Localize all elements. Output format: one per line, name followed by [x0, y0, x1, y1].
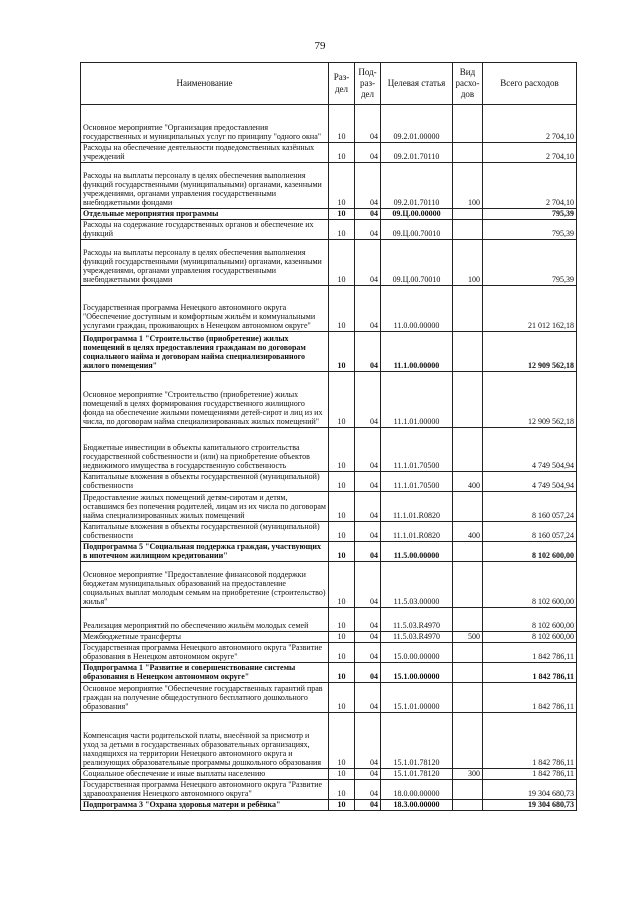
row-target-cell: 11.0.00.00000 [381, 286, 453, 332]
row-section-cell: 10 [329, 608, 355, 632]
row-section-cell: 10 [329, 713, 355, 769]
row-subsection-cell: 04 [355, 780, 381, 800]
row-total-cell: 8 102 600,00 [483, 542, 577, 562]
row-total-cell: 1 842 786,11 [483, 643, 577, 663]
table-row [81, 608, 577, 632]
row-total-cell: 12 909 562,18 [483, 372, 577, 428]
row-subsection-cell: 04 [355, 632, 381, 643]
row-target-cell: 18.3.00.00000 [381, 800, 453, 811]
table-row [81, 780, 577, 800]
row-target-cell: 11.5.03.R4970 [381, 632, 453, 643]
row-target-cell: 09.2.01.70110 [381, 143, 453, 163]
row-target-cell: 11.5.03.00000 [381, 562, 453, 608]
row-subsection-cell: 04 [355, 643, 381, 663]
row-kind-cell [453, 209, 483, 220]
row-kind-cell [453, 542, 483, 562]
row-kind-cell [453, 608, 483, 632]
row-target-cell: 11.5.03.R4970 [381, 608, 453, 632]
row-total-cell: 4 749 504,94 [483, 472, 577, 492]
row-kind-cell: 300 [453, 769, 483, 780]
row-target-cell: 09.Ц.00.70010 [381, 220, 453, 240]
row-name-cell: Основное мероприятие "Строительство (приобретение) жилых помещений в целях формирования государственного жилищного фонда на обеспечение жилыми помещениями детей-сирот и лиц из их числа, по договорам найма специализированных жилых помещений" [81, 372, 329, 428]
row-total-cell: 2 704,10 [483, 163, 577, 209]
row-kind-cell [453, 683, 483, 713]
row-target-cell: 09.Ц.00.00000 [381, 209, 453, 220]
table-row [81, 240, 577, 286]
row-total-cell: 2 704,10 [483, 105, 577, 143]
row-total-cell: 1 842 786,11 [483, 663, 577, 683]
row-name-cell: Реализация мероприятий по обеспечению жильём молодых семей [81, 608, 329, 632]
table-row [81, 713, 577, 769]
row-total-cell: 19 304 680,73 [483, 800, 577, 811]
header-section: Раз-дел [329, 63, 355, 105]
row-name-cell: Государственная программа Ненецкого автономного округа "Развитие образования в Ненецком автономном округе" [81, 643, 329, 663]
row-kind-cell [453, 428, 483, 472]
page-number: 79 [314, 40, 326, 52]
row-name-cell: Расходы на выплаты персоналу в целях обеспечения выполнения функций государственными (муниципальными) органами, казенными учреждениями, органами управления государственными внебюджетными фондами [81, 240, 329, 286]
row-name-cell: Государственная программа Ненецкого автономного округа "Развитие здравоохранения Ненецкого автономного округа" [81, 780, 329, 800]
row-subsection-cell: 04 [355, 800, 381, 811]
table-row [81, 286, 577, 332]
row-target-cell: 15.0.00.00000 [381, 643, 453, 663]
table-row [81, 663, 577, 683]
row-section-cell: 10 [329, 143, 355, 163]
row-target-cell: 09.2.01.00000 [381, 105, 453, 143]
row-target-cell: 11.1.00.00000 [381, 332, 453, 372]
row-section-cell: 10 [329, 780, 355, 800]
row-subsection-cell: 04 [355, 663, 381, 683]
row-section-cell: 10 [329, 372, 355, 428]
row-total-cell: 1 842 786,11 [483, 713, 577, 769]
row-total-cell: 8 160 057,24 [483, 492, 577, 522]
table-row [81, 632, 577, 643]
row-section-cell: 10 [329, 522, 355, 542]
row-section-cell: 10 [329, 163, 355, 209]
row-total-cell: 8 102 600,00 [483, 608, 577, 632]
row-subsection-cell: 04 [355, 492, 381, 522]
table-row [81, 472, 577, 492]
row-name-cell: Расходы на обеспечение деятельности подведомственных казённых учреждений [81, 143, 329, 163]
row-total-cell: 1 842 786,11 [483, 683, 577, 713]
row-section-cell: 10 [329, 240, 355, 286]
table-row [81, 372, 577, 428]
row-target-cell: 11.1.01.00000 [381, 372, 453, 428]
row-total-cell: 4 749 504,94 [483, 428, 577, 472]
row-total-cell: 19 304 680,73 [483, 780, 577, 800]
row-subsection-cell: 04 [355, 143, 381, 163]
row-name-cell: Подпрограмма 3 "Охрана здоровья матери и ребёнка" [81, 800, 329, 811]
row-kind-cell: 400 [453, 472, 483, 492]
row-target-cell: 15.1.01.78120 [381, 713, 453, 769]
row-subsection-cell: 04 [355, 209, 381, 220]
row-target-cell: 09.2.01.70110 [381, 163, 453, 209]
row-section-cell: 10 [329, 105, 355, 143]
table-row [81, 800, 577, 811]
row-kind-cell: 500 [453, 632, 483, 643]
row-section-cell: 10 [329, 643, 355, 663]
row-name-cell: Капитальные вложения в объекты государственной (муниципальной) собственности [81, 522, 329, 542]
row-name-cell: Подпрограмма 1 "Строительство (приобретение) жилых помещений в целях предоставления гражданам по договорам социального найма и договорам найма специализированного жилого помещения" [81, 332, 329, 372]
row-subsection-cell: 04 [355, 372, 381, 428]
table-row [81, 492, 577, 522]
table-row [81, 769, 577, 780]
row-total-cell: 12 909 562,18 [483, 332, 577, 372]
row-target-cell: 11.1.01.R0820 [381, 522, 453, 542]
row-subsection-cell: 04 [355, 522, 381, 542]
row-total-cell: 1 842 786,11 [483, 769, 577, 780]
row-name-cell: Расходы на содержание государственных органов и обеспечение их функций [81, 220, 329, 240]
row-target-cell: 18.0.00.00000 [381, 780, 453, 800]
row-name-cell: Подпрограмма 1 "Развитие и совершенствование системы образования в Ненецком автономном округе" [81, 663, 329, 683]
row-kind-cell [453, 643, 483, 663]
row-subsection-cell: 04 [355, 220, 381, 240]
row-name-cell: Капитальные вложения в объекты государственной (муниципальной) собственности [81, 472, 329, 492]
row-section-cell: 10 [329, 209, 355, 220]
row-kind-cell: 100 [453, 163, 483, 209]
table-row [81, 220, 577, 240]
header-kind: Вид расхо-дов [453, 63, 483, 105]
row-subsection-cell: 04 [355, 428, 381, 472]
row-kind-cell [453, 105, 483, 143]
row-section-cell: 10 [329, 769, 355, 780]
budget-table [80, 62, 577, 811]
row-target-cell: 09.Ц.00.70010 [381, 240, 453, 286]
row-target-cell: 15.1.00.00000 [381, 663, 453, 683]
table-row [81, 209, 577, 220]
row-kind-cell [453, 800, 483, 811]
row-kind-cell [453, 220, 483, 240]
header-total: Всего расходов [483, 63, 577, 105]
row-total-cell: 21 012 162,18 [483, 286, 577, 332]
row-target-cell: 15.1.01.78120 [381, 769, 453, 780]
row-section-cell: 10 [329, 800, 355, 811]
row-kind-cell [453, 332, 483, 372]
row-name-cell: Социальное обеспечение и иные выплаты населению [81, 769, 329, 780]
row-kind-cell [453, 562, 483, 608]
row-subsection-cell: 04 [355, 769, 381, 780]
row-kind-cell [453, 372, 483, 428]
row-total-cell: 8 160 057,24 [483, 522, 577, 542]
row-subsection-cell: 04 [355, 332, 381, 372]
row-kind-cell: 100 [453, 240, 483, 286]
row-name-cell: Расходы на выплаты персоналу в целях обеспечения выполнения функций государственными (муниципальными) органами, казенными учреждениями, органами управления государственными внебюджетными фондами [81, 163, 329, 209]
row-name-cell: Подпрограмма 5 "Социальная поддержка граждан, участвующих в ипотечном жилищном кредитовании" [81, 542, 329, 562]
table-row [81, 562, 577, 608]
row-total-cell: 795,39 [483, 240, 577, 286]
header-subsection: Под-раз-дел [355, 63, 381, 105]
row-section-cell: 10 [329, 632, 355, 643]
row-name-cell: Основное мероприятие "Организация предоставления государственных и муниципальных услуг по принципу "одного окна" [81, 105, 329, 143]
row-name-cell: Компенсация части родительской платы, внесённой за присмотр и уход за детьми в государственных образовательных организациях, находящихся на территории Ненецкого автономного округа и реализующих образовательные программы дошкольного образования [81, 713, 329, 769]
row-target-cell: 15.1.01.00000 [381, 683, 453, 713]
table-row [81, 643, 577, 663]
row-kind-cell [453, 143, 483, 163]
row-subsection-cell: 04 [355, 286, 381, 332]
row-kind-cell [453, 780, 483, 800]
row-subsection-cell: 04 [355, 472, 381, 492]
row-section-cell: 10 [329, 428, 355, 472]
row-section-cell: 10 [329, 663, 355, 683]
row-target-cell: 11.5.00.00000 [381, 542, 453, 562]
header-name: Наименование [81, 63, 329, 105]
row-section-cell: 10 [329, 332, 355, 372]
table-row [81, 428, 577, 472]
header-target: Целевая статья [381, 63, 453, 105]
row-section-cell: 10 [329, 472, 355, 492]
table-row [81, 683, 577, 713]
table-row [81, 163, 577, 209]
row-total-cell: 8 102 600,00 [483, 632, 577, 643]
table-row [81, 143, 577, 163]
row-name-cell: Основное мероприятие "Обеспечение государственных гарантий прав граждан на получение общедоступного бесплатного дошкольного образования" [81, 683, 329, 713]
row-name-cell: Отдельные мероприятия программы [81, 209, 329, 220]
row-total-cell: 795,39 [483, 220, 577, 240]
row-kind-cell [453, 663, 483, 683]
row-subsection-cell: 04 [355, 542, 381, 562]
row-section-cell: 10 [329, 220, 355, 240]
row-name-cell: Межбюджетные трансферты [81, 632, 329, 643]
row-kind-cell [453, 492, 483, 522]
table-row [81, 332, 577, 372]
table-row [81, 542, 577, 562]
row-name-cell: Основное мероприятие "Предоставление финансовой поддержки бюджетам муниципальных образований на предоставление социальных выплат молодым семьям на приобретение (строительство) жилья" [81, 562, 329, 608]
row-name-cell: Бюджетные инвестиции в объекты капитального строительства государственной собственности и (или) на приобретение объектов недвижимого имущества в государственную собственность [81, 428, 329, 472]
row-target-cell: 11.1.01.R0820 [381, 492, 453, 522]
row-subsection-cell: 04 [355, 562, 381, 608]
row-subsection-cell: 04 [355, 163, 381, 209]
row-subsection-cell: 04 [355, 608, 381, 632]
row-section-cell: 10 [329, 492, 355, 522]
row-total-cell: 795,39 [483, 209, 577, 220]
row-subsection-cell: 04 [355, 683, 381, 713]
row-target-cell: 11.1.01.70500 [381, 428, 453, 472]
table-row [81, 522, 577, 542]
table-row [81, 105, 577, 143]
row-target-cell: 11.1.01.70500 [381, 472, 453, 492]
row-total-cell: 8 102 600,00 [483, 562, 577, 608]
row-section-cell: 10 [329, 562, 355, 608]
row-section-cell: 10 [329, 286, 355, 332]
row-kind-cell [453, 713, 483, 769]
row-name-cell: Предоставление жилых помещений детям-сиротам и детям, оставшимся без попечения родителей, лицам из их числа по договорам найма специализированных жилых помещений [81, 492, 329, 522]
row-subsection-cell: 04 [355, 105, 381, 143]
row-subsection-cell: 04 [355, 240, 381, 286]
row-kind-cell: 400 [453, 522, 483, 542]
row-name-cell: Государственная программа Ненецкого автономного округа "Обеспечение доступным и комфортным жильём и коммунальными услугами граждан, проживающих в Ненецком автономном округе" [81, 286, 329, 332]
row-subsection-cell: 04 [355, 713, 381, 769]
table-header-row [81, 63, 577, 105]
row-section-cell: 10 [329, 683, 355, 713]
row-section-cell: 10 [329, 542, 355, 562]
row-kind-cell [453, 286, 483, 332]
row-total-cell: 2 704,10 [483, 143, 577, 163]
